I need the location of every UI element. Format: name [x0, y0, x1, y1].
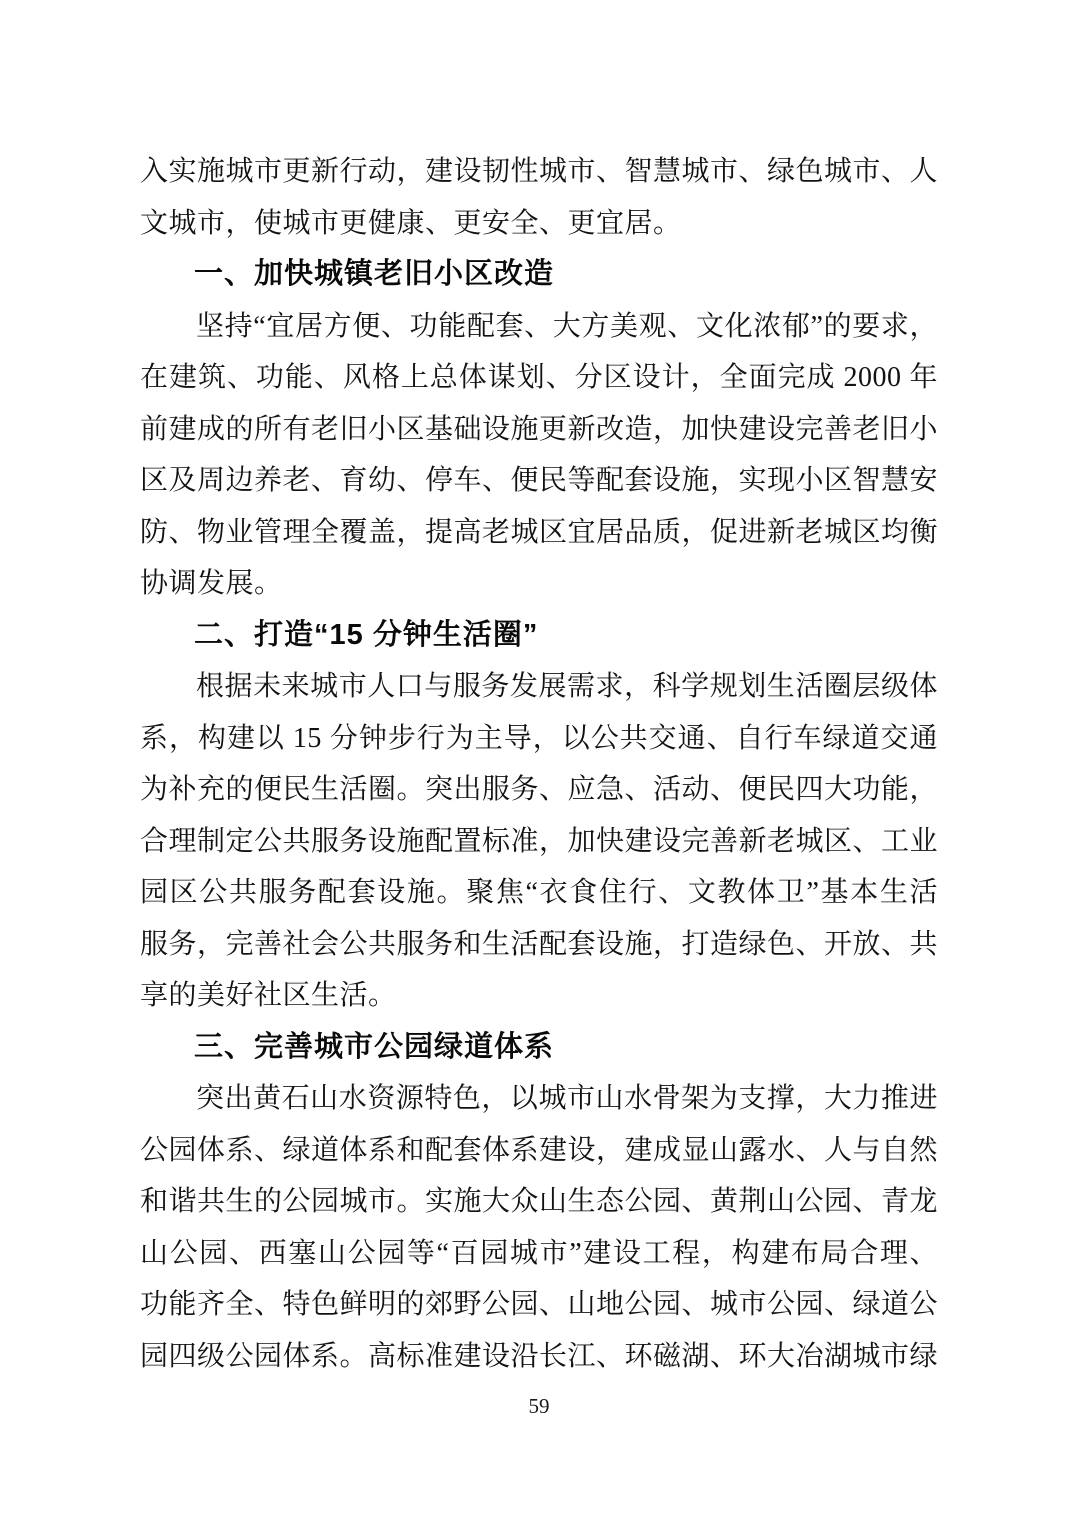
text-line: 功能齐全、特色鲜明的郊野公园、山地公园、城市公园、绿道公: [140, 1289, 938, 1320]
text-line: 协调发展。: [140, 568, 283, 599]
section-heading: 三、完善城市公园绿道体系: [194, 1030, 555, 1063]
text-line: 突出黄石山水资源特色，以城市山水骨架为支撑，大力推进: [196, 1083, 938, 1114]
text-line: 享的美好社区生活。: [140, 980, 397, 1011]
text-line: 服务，完善社会公共服务和生活配套设施，打造绿色、开放、共: [140, 928, 938, 960]
text-line: 园区公共服务配套设施。聚焦“衣食住行、文教体卫”基本生活: [140, 877, 938, 908]
text-line: 前建成的所有老旧小区基础设施更新改造，加快建设完善老旧小: [140, 413, 938, 445]
text-line: 入实施城市更新行动，建设韧性城市、智慧城市、绿色城市、人: [140, 156, 938, 187]
text-block: [140, 146, 938, 1382]
text-line: 系，构建以 15 分钟步行为主导，以公共交通、自行车绿道交通: [140, 722, 938, 754]
text-line: 山公园、西塞山公园等“百园城市”建设工程，构建布局合理、: [140, 1237, 938, 1269]
section-heading: 二、打造“15 分钟生活圈”: [194, 618, 539, 651]
text-line: 根据未来城市人口与服务发展需求，科学规划生活圈层级体: [196, 671, 938, 702]
page-number: 59: [528, 1394, 550, 1418]
text-line: 坚持“宜居方便、功能配套、大方美观、文化浓郁”的要求，: [196, 310, 938, 342]
text-line: 合理制定公共服务设施配置标准，加快建设完善新老城区、工业: [140, 825, 938, 857]
section-heading: 一、加快城镇老旧小区改造: [194, 258, 555, 290]
text-line: 公园体系、绿道体系和配套体系建设，建成显山露水、人与自然: [140, 1134, 938, 1166]
text-line: 和谐共生的公园城市。实施大众山生态公园、黄荆山公园、青龙: [140, 1186, 938, 1217]
text-line: 文城市，使城市更健康、更安全、更宜居。: [140, 207, 682, 239]
text-line: 为补充的便民生活圈。突出服务、应急、活动、便民四大功能，: [140, 774, 938, 805]
text-line: 防、物业管理全覆盖，提高老城区宜居品质，促进新老城区均衡: [140, 516, 938, 548]
text-line: 区及周边养老、育幼、停车、便民等配套设施，实现小区智慧安: [140, 465, 938, 496]
text-line: 园四级公园体系。高标准建设沿长江、环磁湖、环大冶湖城市绿: [140, 1340, 938, 1372]
text-line: 在建筑、功能、风格上总体谋划、分区设计，全面完成 2000 年: [140, 362, 938, 393]
